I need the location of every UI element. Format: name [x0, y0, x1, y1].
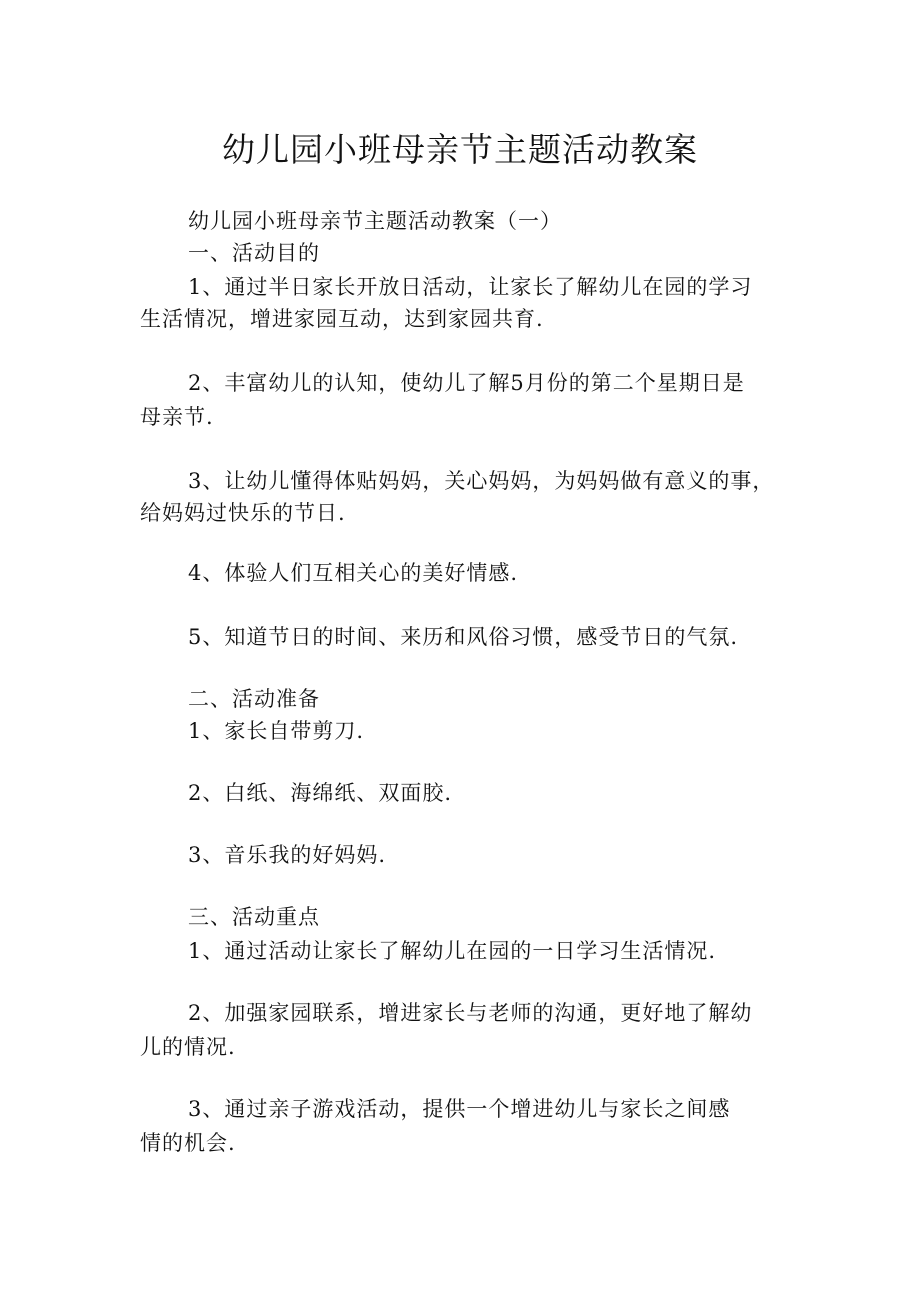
subtitle-line: 幼儿园小班母亲节主题活动教案（一） [188, 209, 562, 233]
focus-item-3-line-2: 情的机会. [140, 1131, 236, 1155]
section-heading-preparation: 二、活动准备 [188, 687, 320, 711]
focus-item-1: 1、通过活动让家长了解幼儿在园的一日学习生活情况. [188, 939, 717, 963]
document-title: 幼儿园小班母亲节主题活动教案 [222, 130, 698, 169]
section-heading-purpose: 一、活动目的 [188, 241, 320, 265]
purpose-item-1-line-1: 1、通过半日家长开放日活动，让家长了解幼儿在园的学习 [188, 275, 753, 299]
purpose-item-1-line-2: 生活情况，增进家园互动，达到家园共育. [140, 307, 544, 331]
focus-item-2-line-2: 儿的情况. [140, 1035, 236, 1059]
purpose-item-2-line-2: 母亲节. [140, 405, 214, 429]
purpose-item-2-line-1: 2、丰富幼儿的认知，使幼儿了解5月份的第二个星期日是 [188, 371, 745, 395]
preparation-item-1: 1、家长自带剪刀. [188, 719, 365, 743]
purpose-item-3-line-2: 给妈妈过快乐的节日. [140, 501, 346, 525]
preparation-item-2: 2、白纸、海绵纸、双面胶. [188, 781, 453, 805]
focus-item-2-line-1: 2、加强家园联系，增进家长与老师的沟通，更好地了解幼 [188, 1001, 753, 1025]
purpose-item-4: 4、体验人们互相关心的美好情感. [188, 561, 519, 585]
preparation-item-3: 3、音乐我的好妈妈. [188, 843, 387, 867]
purpose-item-5: 5、知道节日的时间、来历和风俗习惯，感受节日的气氛. [188, 625, 739, 649]
focus-item-3-line-1: 3、通过亲子游戏活动，提供一个增进幼儿与家长之间感 [188, 1097, 731, 1121]
section-heading-focus: 三、活动重点 [188, 905, 320, 929]
purpose-item-3-line-1: 3、让幼儿懂得体贴妈妈，关心妈妈，为妈妈做有意义的事， [188, 469, 775, 493]
